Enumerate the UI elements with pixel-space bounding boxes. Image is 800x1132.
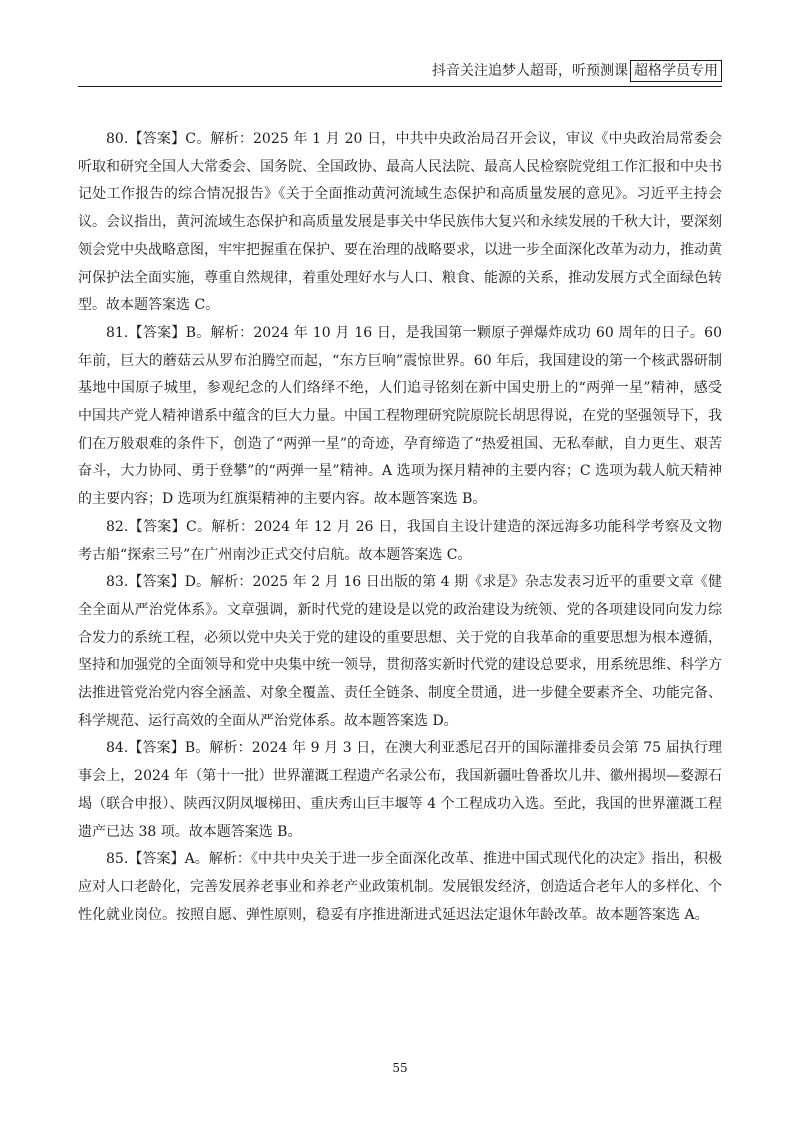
- page-header: [432, 60, 722, 82]
- header-rule: [78, 86, 722, 87]
- page-number: 55: [392, 1061, 408, 1075]
- answer-explanations: [78, 126, 722, 929]
- answer-paragraph-81: 81.【答案】B。解析：2024 年 10 月 16 日，是我国第一颗原子弹爆炸成功 60 周年的日子。60 年前，巨大的蘑菇云从罗布泊腾空而起，“东方巨响”震惊世界。60 年后，我国建设的第一个核武器研制基地中国原子城里，参观纪念的人们络绎不绝，人们追寻铭刻在新中国史册上的“两弹一星”精神，感受中国共产党人精神谱系中蕴含的巨大力量。中国工程物理研究院原院长胡思得说，在党的坚强领导下，我们在万般艰难的条件下，创造了“两弹一星”的奇迹，孕育缔造了“热爱祖国、无私奉献，自力更生、艰苦奋斗，大力协同、勇于登攀”的“两弹一星”精神。A 选项为探月精神的主要内容；C 选项为载人航天精神的主要内容；D 选项为红旗渠精神的主要内容。故本题答案选 B。: [78, 324, 722, 508]
- answer-paragraph-83: 83.【答案】D。解析：2025 年 2 月 16 日出版的第 4 期《求是》杂志发表习近平的重要文章《健全全面从严治党体系》。文章强调，新时代党的建设是以党的政治建设为统领、党的各项建设同向发力综合发力的系统工程，必须以党中央关于党的建设的重要思想、关于党的自我革命的重要思想为根本遵循，坚持和加强党的全面领导和党中央集中统一领导，贯彻落实新时代党的建设总要求，用系统思维、科学方法推进管党治党内容全涵盖、对象全覆盖、责任全链条、制度全贯通，进一步健全要素齐全、功能完备、科学规范、运行高效的全面从严治党体系。故本题答案选 D。: [78, 574, 722, 729]
- answer-paragraph-82: 82.【答案】C。解析：2024 年 12 月 26 日，我国自主设计建造的深远海多功能科学考察及文物考古船“探索三号”在广州南沙正式交付启航。故本题答案选 C。: [78, 518, 722, 563]
- answer-paragraph-80: 80.【答案】C。解析：2025 年 1 月 20 日，中共中央政治局召开会议，审议《中央政治局常委会听取和研究全国人大常委会、国务院、全国政协、最高人民法院、最高人民检察院党组工作汇报和中央书记处工作报告的综合情况报告》《关于全面推动黄河流域生态保护和高质量发展的意见》。习近平主持会议。会议指出，黄河流域生态保护和高质量发展是事关中华民族伟大复兴和永续发展的千秋大计，要深刻领会党中央战略意图，牢牢把握重在保护、要在治理的战略要求，以进一步全面深化改革为动力，推动黄河保护法全面实施，尊重自然规律，着重处理好水与人口、粮食、能源的关系，推动发展方式全面绿色转型。故本题答案选 C。: [78, 131, 722, 314]
- answer-paragraph-85: 85.【答案】A。解析：《中共中央关于进一步全面深化改革、推进中国式现代化的决定》指出，积极应对人口老龄化，完善发展养老事业和养老产业政策机制。发展银发经济，创造适合老年人的多样化、个性化就业岗位。按照自愿、弹性原则，稳妥有序推进渐进式延迟法定退休年龄改革。故本题答案选 A。: [78, 851, 722, 923]
- header-text: 抖音关注追梦人超哥，听预测课: [432, 63, 628, 79]
- header-boxed-label: 超格学员专用: [630, 60, 722, 82]
- answer-paragraph-84: 84.【答案】B。解析：2024 年 9 月 3 日，在澳大利亚悉尼召开的国际灌排委员会第 75 届执行理事会上，2024 年（第十一批）世界灌溉工程遗产名录公布，我国新疆吐鲁番坎儿井、徽州揭坝—婺源石堨（联合申报）、陕西汉阴凤堰梯田、重庆秀山巨丰堰等 4 个工程成功入选。至此，我国的世界灌溉工程遗产已达 38 项。故本题答案选 B。: [78, 740, 722, 840]
